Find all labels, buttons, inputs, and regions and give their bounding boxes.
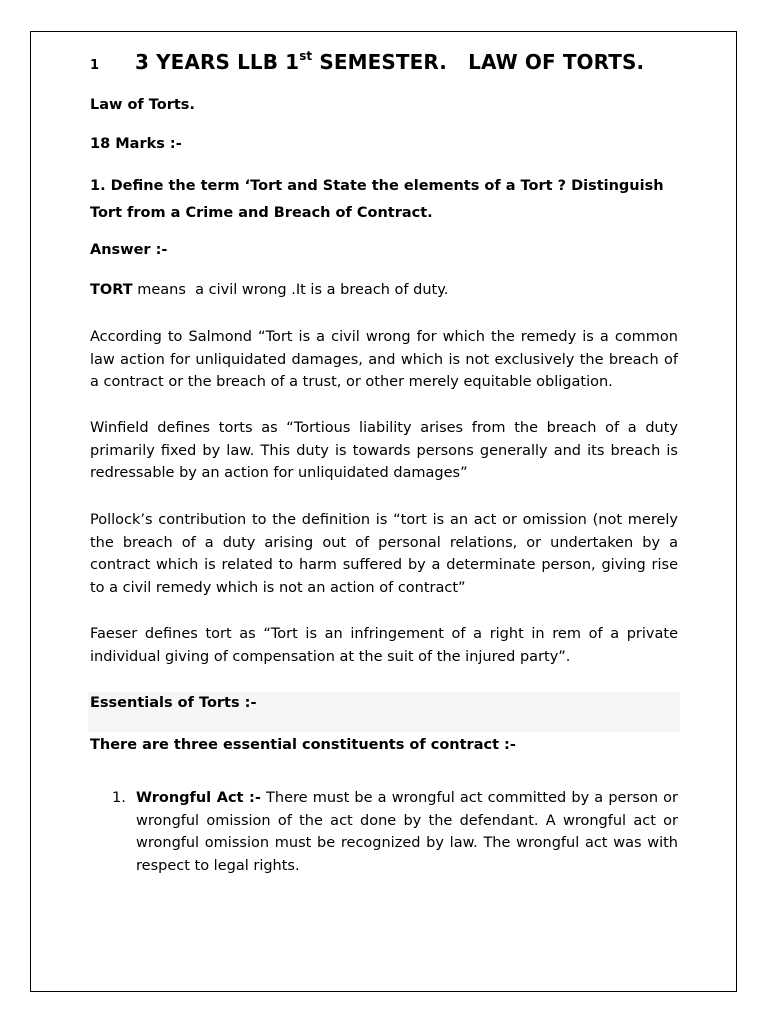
tort-definition xyxy=(90,279,678,302)
title-main: 3 YEARS LLB 1 xyxy=(135,50,300,74)
salmond-paragraph: According to Salmond “Tort is a civil wrong for which the remedy is a common law action for unliquidated damages, and which is not exclusively the breach of a contract or the breach of a trust, or other merely equitable obligation. xyxy=(90,329,678,391)
question-text: 1. Define the term ‘Tort and State the elements of a Tort ? Distinguish Tort from a Crime and Breach of Contract. xyxy=(90,178,664,221)
constituents-heading: There are three essential constituents of contract :- xyxy=(90,737,516,753)
winfield-paragraph: Winfield defines torts as “Tortious liability arises from the breach of a duty primarily fixed by law. This duty is towards persons generally and its breach is redressable by an action for unliquidated damages” xyxy=(90,420,678,482)
faeser-paragraph: Faeser defines tort as “Tort is an infringement of a right in rem of a private individual giving of compensation at the suit of the injured party”. xyxy=(90,626,678,665)
list-item-description: There must be a wrongful act committed by a person or wrongful omission of the act done by the defendant. A wrongful act or wrongful omission must be recognized by law. The wrongful act was with respect to legal rights. xyxy=(136,790,678,874)
answer-label: Answer :- xyxy=(90,242,168,258)
title-superscript: st xyxy=(299,49,313,64)
list-item-term: Wrongful Act :- xyxy=(136,790,261,806)
tort-term: TORT xyxy=(90,282,133,298)
marks-line: 18 Marks :- xyxy=(90,136,182,152)
list-item-text xyxy=(136,787,678,877)
page-number: 1 xyxy=(90,58,100,73)
pollock-paragraph: Pollock’s contribution to the definition is “tort is an act or omission (not merely the breach of a duty arising out of personal relations, or undertaken by a contract which is related to harm suffered by a determinate person, giving rise to a civil remedy which is not an action of contract” xyxy=(90,512,678,596)
list-item-number: 1. xyxy=(112,790,126,806)
essentials-heading: Essentials of Torts :- xyxy=(90,695,257,711)
subject-line: Law of Torts. xyxy=(90,97,195,113)
title-rest: SEMESTER. LAW OF TORTS. xyxy=(312,50,645,74)
page-title xyxy=(135,50,644,74)
tort-definition-text: means a civil wrong .It is a breach of duty. xyxy=(132,282,449,298)
